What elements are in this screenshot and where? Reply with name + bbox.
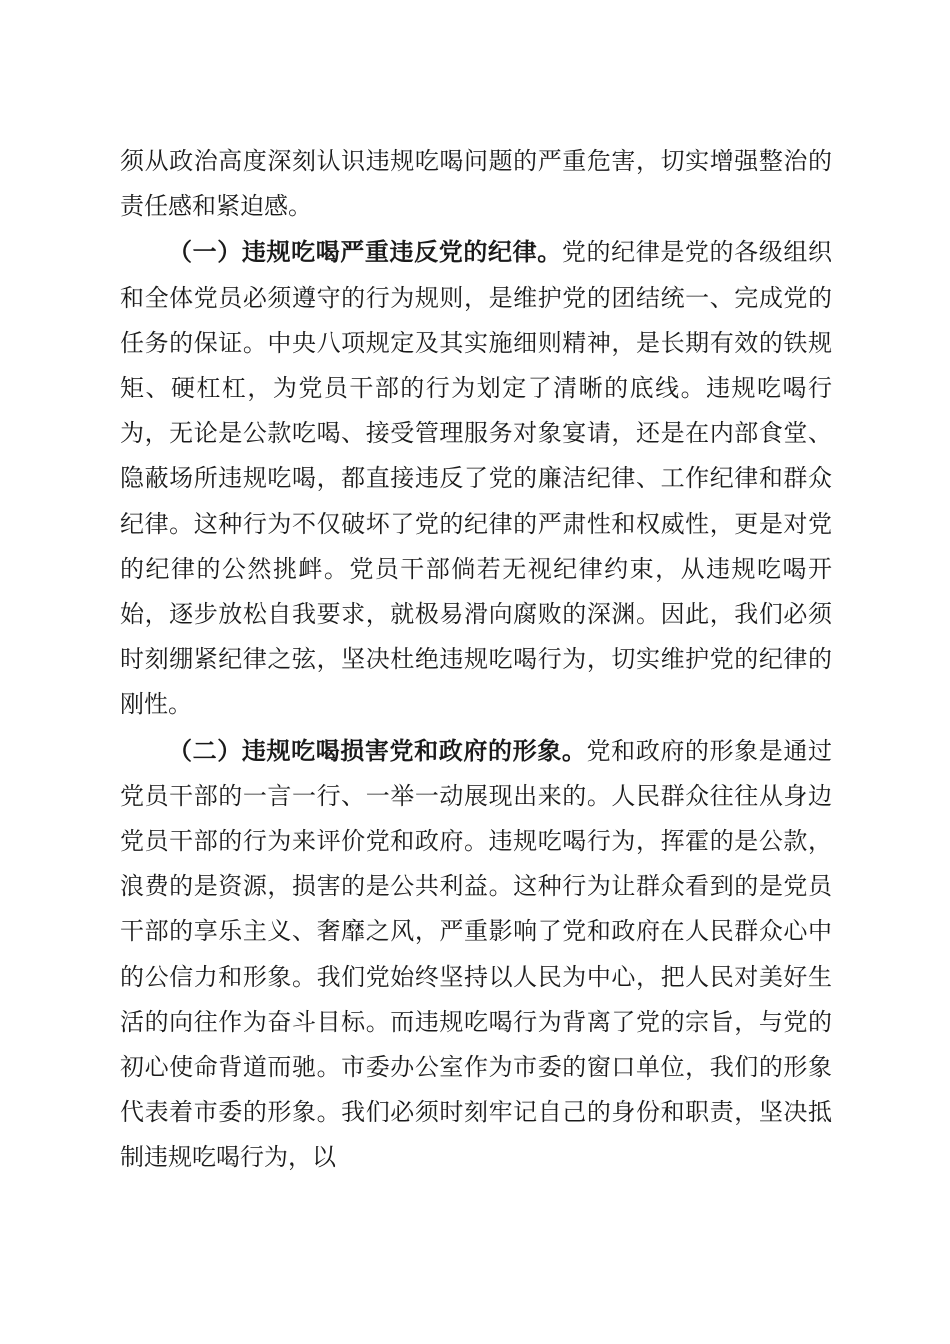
section-1-heading: （一）违规吃喝严重违反党的纪律。 bbox=[168, 237, 562, 267]
section-2-body: 党和政府的形象是通过党员干部的一言一行、一举一动展现出来的。人民群众往往从身边党员干部的行为来评价党和政府。违规吃喝行为，挥霍的是公款，浪费的是资源，损害的是公共利益。这种行为让群众看到的是党员干部的享乐主义、奢靡之风，严重影响了党和政府在人民群众心中的公信力和形象。我们党始终坚持以人民为中心，把人民对美好生活的向往作为奋斗目标。而违规吃喝行为背离了党的宗旨，与党的初心使命背道而驰。市委办公室作为市委的窗口单位，我们的形象代表着市委的形象。我们必须时刻牢记自己的身份和职责，坚决抵制违规吃喝行为，以 bbox=[120, 736, 833, 1172]
paragraph-section-2 bbox=[120, 728, 832, 1181]
paragraph-continuation: 须从政治高度深刻认识违规吃喝问题的严重危害，切实增强整治的责任感和紧迫感。 bbox=[120, 147, 832, 221]
paragraph-section-1 bbox=[120, 229, 832, 727]
section-2-heading: （二）违规吃喝损害党和政府的形象。 bbox=[168, 735, 587, 765]
document-body bbox=[120, 139, 832, 1181]
section-1-body: 党的纪律是党的各级组织和全体党员必须遵守的行为规则，是维护党的团结统一、完成党的任务的保证。中央八项规定及其实施细则精神，是长期有效的铁规矩、硬杠杠，为党员干部的行为划定了清晰的底线。违规吃喝行为，无论是公款吃喝、接受管理服务对象宴请，还是在内部食堂、隐蔽场所违规吃喝，都直接违反了党的廉洁纪律、工作纪律和群众纪律。这种行为不仅破坏了党的纪律的严肃性和权威性，更是对党的纪律的公然挑衅。党员干部倘若无视纪律约束，从违规吃喝开始，逐步放松自我要求，就极易滑向腐败的深渊。因此，我们必须时刻绷紧纪律之弦，坚决杜绝违规吃喝行为，切实维护党的纪律的刚性。 bbox=[120, 238, 833, 719]
